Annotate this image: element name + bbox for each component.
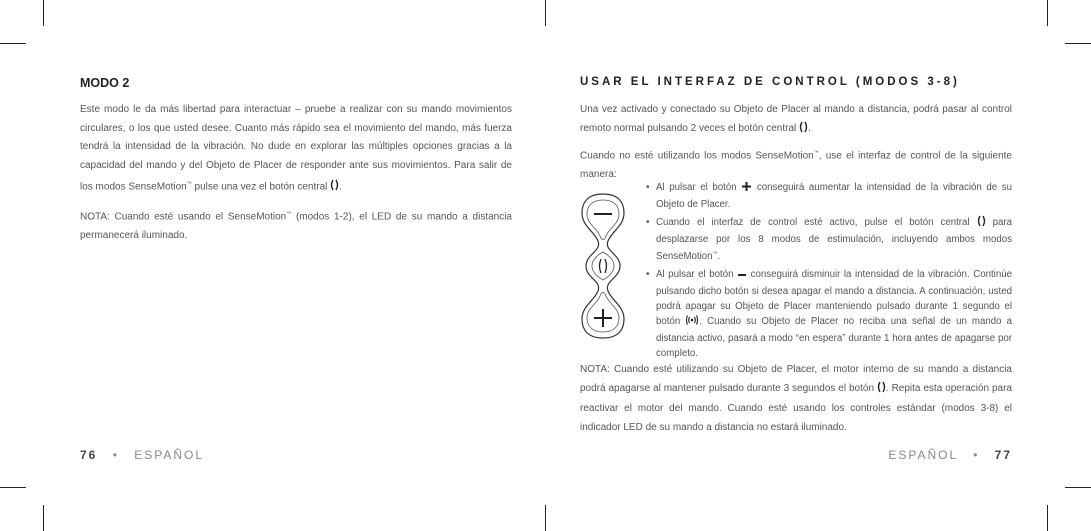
text: . Cuando su Objeto de Placer no reciba una señal de un mando a distancia activo, pasará a modo “en espera” durante 1 hora antes de apagarse por completo.: [656, 316, 1012, 360]
plus-icon: [741, 181, 752, 197]
list-item: [646, 215, 1012, 264]
text: . Repita esta operación para reactivar el motor del mando. Cuando esté usando los controles estándar (modos 3-8) el indicador LED de su mando a distancia no estará iluminado.: [580, 382, 1012, 433]
interfaz-intro: [580, 101, 1012, 140]
remote-control-illustration: [580, 186, 626, 351]
text: (modos 1-2), el LED de su mando a distancia permanecerá iluminado.: [80, 211, 512, 241]
text: .: [717, 251, 721, 263]
minus-icon: [737, 269, 747, 284]
bullet-dot: •: [646, 269, 650, 281]
signal-button-icon: [685, 314, 699, 331]
footer-label: ESPAÑOL: [888, 448, 958, 462]
footer-label: ESPAÑOL: [134, 448, 205, 462]
list-item: [646, 267, 1012, 361]
crop-mark: [545, 0, 546, 26]
separator: •: [973, 448, 980, 462]
text: para desplazarse por los 8 modos de estimulación, incluyendo ambos modos SenseMotion: [656, 217, 1012, 263]
text: pulse una vez el botón central: [191, 181, 331, 193]
text: NOTA: Cuando esté utilizando su Objeto de Placer, el motor interno de su mando a distancia podrá apagarse al mantener pulsado durante 3 segundos el botón: [580, 364, 1012, 394]
trademark: ™: [286, 210, 292, 217]
text: NOTA: Cuando esté usando el SenseMotion: [80, 211, 287, 223]
text: Una vez activado y conectado su Objeto de Placer al mando a distancia, podrá pasar al control remoto normal pulsando 2 veces el botón central: [580, 104, 1012, 134]
text: conseguirá aumentar la intensidad de la vibración de su Objeto de Placer.: [656, 182, 1012, 210]
text: .: [339, 181, 342, 193]
footer-right: [888, 448, 1012, 462]
trademark: ™: [712, 251, 718, 257]
crop-mark: [0, 43, 26, 44]
crop-mark: [1047, 0, 1048, 26]
crop-mark: [0, 487, 26, 488]
list-item: [646, 180, 1012, 212]
separator: •: [112, 448, 119, 462]
trademark: ™: [186, 181, 192, 187]
center-button-icon: [799, 121, 808, 141]
center-button-icon: [330, 179, 339, 199]
modo-2-note: [80, 205, 512, 245]
footer-left: [80, 448, 204, 462]
modo-2-paragraph: [80, 101, 512, 199]
center-button-icon: [877, 381, 886, 401]
crop-mark: [43, 505, 44, 531]
text: Este modo le da más libertad para interactuar – pruebe a realizar con su mando movimientos circulares, o los que usted desee. Cuanto más rápido sea el movimiento del mando, más fuerza tendrá la intensidad de la vibración. No dude en explorar las múltiples opciones gracias a la capacidad del mando y del Objeto de Placer de responder ante sus movimientos. Para salir de los modos SenseMotion: [80, 104, 512, 193]
center-button-icon: [977, 215, 986, 232]
interfaz-note: [580, 361, 1012, 437]
text: .: [808, 122, 811, 134]
section-title-modo-2: MODO 2: [80, 76, 130, 90]
bullet-dot: •: [646, 182, 650, 193]
text: Cuando no esté utilizando los modos SenseMotion: [580, 150, 814, 162]
section-title-interfaz: USAR EL INTERFAZ DE CONTROL (MODOS 3-8): [580, 76, 960, 88]
crop-mark: [1065, 43, 1091, 44]
crop-mark: [1047, 505, 1048, 531]
bullet-list: [646, 180, 1012, 364]
crop-mark: [545, 505, 546, 531]
text: , use el interfaz de control de la siguiente manera:: [580, 150, 1012, 180]
text: conseguirá disminuir la intensidad de la vibración. Continúe pulsando dicho botón si desea apagar el mando a distancia. A continuación, usted podrá apagar su Objeto de Placer manteniendo pulsado durante 1 segundo el botón: [656, 269, 1012, 328]
crop-mark: [43, 0, 44, 26]
text: Al pulsar el botón: [656, 269, 738, 281]
crop-mark: [1065, 487, 1091, 488]
page-number: 76: [80, 448, 98, 462]
interfaz-instructions: [580, 144, 1012, 184]
bullet-dot: •: [646, 217, 650, 228]
text: Cuando el interfaz de control esté activo, pulse el botón central: [656, 217, 977, 228]
page-number: 77: [994, 448, 1012, 462]
text: Al pulsar el botón: [656, 182, 742, 193]
trademark: ™: [813, 150, 819, 156]
